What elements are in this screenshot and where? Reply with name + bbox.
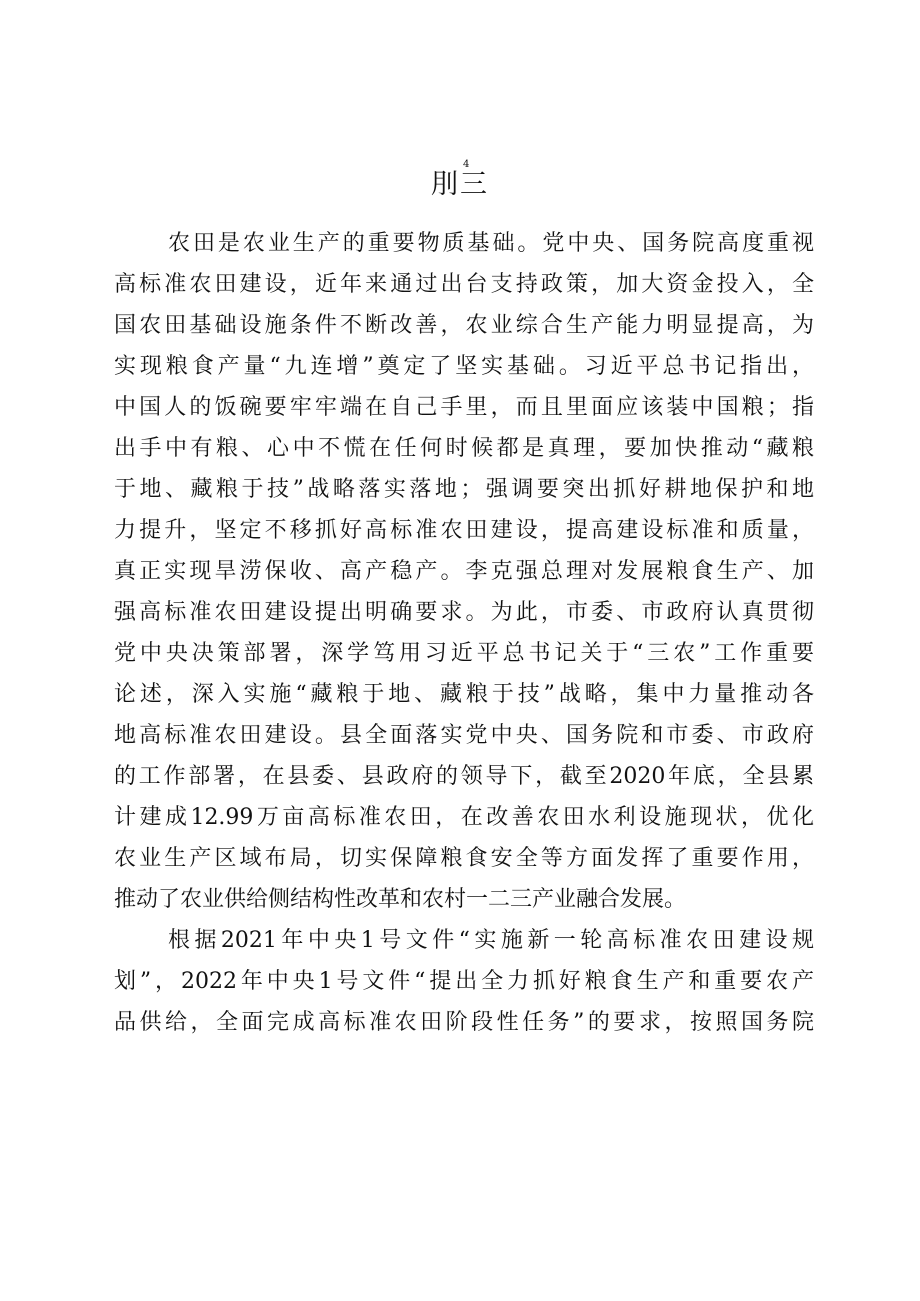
paragraph-1-line-13: 地高标准农田建设。县全面落实党中央、国务院和市委、市政府	[114, 723, 814, 748]
paragraph-1-line-16: 农业生产区域布局，切实保障粮食安全等方面发挥了重要作用，	[114, 846, 814, 871]
paragraph-1-line-14: 的工作部署，在县委、县政府的领导下，截至2020年底，全县累	[114, 764, 814, 789]
paragraph-1-line-17: 推动了农业供给侧结构性改革和农村一二三产业融合发展。	[114, 887, 687, 912]
paragraph-1-line-3: 国农田基础设施条件不断改善，农业综合生产能力明显提高，为	[114, 313, 814, 338]
paragraph-1-line-2: 高标准农田建设，近年来通过出台支持政策，加大资金投入，全	[114, 272, 814, 297]
paragraph-2-line-3: 品供给，全面完成高标准农田阶段性任务”的要求，按照国务院	[114, 1010, 814, 1035]
paragraph-2-line-2: 划”，2022年中央1号文件“提出全力抓好粮食生产和重要农产	[114, 969, 814, 994]
paragraph-2-line-1: 根据2021年中央1号文件“实施新一轮高标准农田建设规	[168, 928, 814, 953]
paragraph-1-line-12: 论述，深入实施“藏粮于地、藏粮于技”战略，集中力量推动各	[114, 682, 814, 707]
paragraph-1-line-6: 出手中有粮、心中不慌在任何时候都是真理，要加快推动“藏粮	[114, 436, 814, 461]
paragraph-1-line-9: 真正实现旱涝保收、高产稳产。李克强总理对发展粮食生产、加	[114, 559, 814, 584]
title-superscript-mark: 4	[463, 159, 470, 170]
paragraph-1-line-7: 于地、藏粮于技”战略落实落地；强调要突出抓好耕地保护和地	[114, 477, 814, 502]
paragraph-1-line-10: 强高标准农田建设提出明确要求。为此，市委、市政府认真贯彻	[114, 600, 814, 625]
page-title	[0, 159, 920, 205]
paragraph-1-line-4: 实现粮食产量“九连增”奠定了坚实基础。习近平总书记指出，	[114, 354, 814, 379]
paragraph-1-line-15: 计建成12.99万亩高标准农田，在改善农田水利设施现状，优化	[114, 805, 814, 830]
paragraph-1-line-5: 中国人的饭碗要牢牢端在自己手里，而且里面应该装中国粮；指	[114, 395, 814, 420]
document-body	[114, 223, 814, 1043]
title-text: 刖三	[431, 169, 489, 200]
paragraph-1-line-1: 农田是农业生产的重要物质基础。党中央、国务院高度重视	[168, 231, 814, 256]
paragraph-1-line-8: 力提升，坚定不移抓好高标准农田建设，提高建设标准和质量，	[114, 518, 814, 543]
paragraph-1-line-11: 党中央决策部署，深学笃用习近平总书记关于“三农”工作重要	[114, 641, 814, 666]
